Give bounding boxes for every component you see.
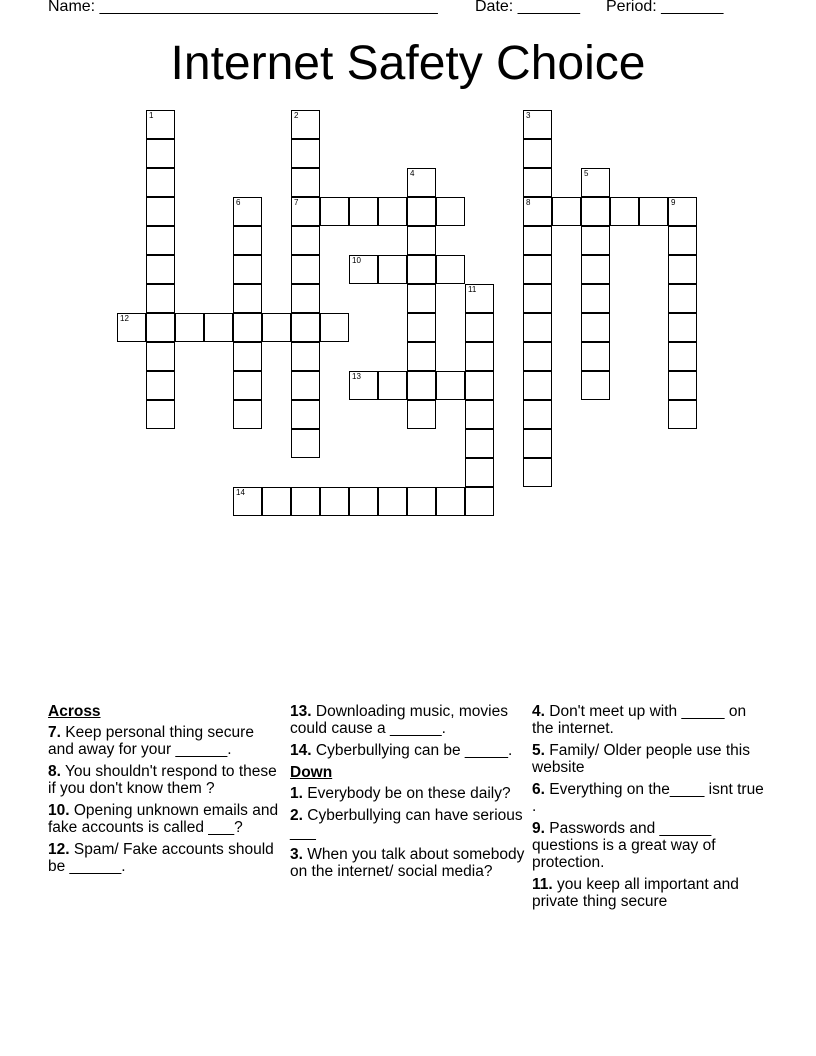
- crossword-cell[interactable]: [320, 487, 349, 516]
- crossword-cell[interactable]: [291, 429, 320, 458]
- crossword-cell[interactable]: [233, 371, 262, 400]
- crossword-cell[interactable]: [668, 371, 697, 400]
- clue-down-4: 4. Don't meet up with _____ on the internet.: [532, 703, 747, 737]
- crossword-cell[interactable]: [523, 429, 552, 458]
- crossword-cell[interactable]: [523, 284, 552, 313]
- cell-number: 14: [236, 488, 245, 497]
- crossword-cell[interactable]: [233, 342, 262, 371]
- name-blank[interactable]: ______________________________________: [99, 0, 438, 15]
- crossword-cell[interactable]: [349, 197, 378, 226]
- across-heading: Across: [48, 703, 101, 720]
- crossword-cell[interactable]: [407, 168, 436, 197]
- crossword-cell[interactable]: [291, 400, 320, 429]
- crossword-cell[interactable]: [465, 371, 494, 400]
- cell-number: 4: [410, 169, 415, 178]
- crossword-cell[interactable]: [581, 226, 610, 255]
- crossword-cell[interactable]: [233, 197, 262, 226]
- crossword-cell[interactable]: [523, 313, 552, 342]
- cell-number: 5: [584, 169, 589, 178]
- crossword-cell[interactable]: [349, 371, 378, 400]
- crossword-cell[interactable]: [146, 313, 175, 342]
- crossword-cell[interactable]: [146, 139, 175, 168]
- crossword-cell[interactable]: [523, 400, 552, 429]
- clues-column-2: [290, 703, 525, 885]
- crossword-cell[interactable]: [146, 284, 175, 313]
- crossword-cell[interactable]: [436, 255, 465, 284]
- cell-number: 9: [671, 198, 676, 207]
- crossword-cell[interactable]: [581, 197, 610, 226]
- crossword-cell[interactable]: [581, 168, 610, 197]
- crossword-cell[interactable]: [233, 255, 262, 284]
- crossword-cell[interactable]: [407, 487, 436, 516]
- name-label: Name:: [48, 0, 96, 15]
- crossword-cell[interactable]: [407, 342, 436, 371]
- crossword-cell[interactable]: [407, 255, 436, 284]
- crossword-cell[interactable]: [146, 197, 175, 226]
- crossword-cell[interactable]: [146, 168, 175, 197]
- crossword-cell[interactable]: [291, 110, 320, 139]
- crossword-cell[interactable]: [407, 226, 436, 255]
- crossword-cell[interactable]: [465, 342, 494, 371]
- crossword-cell[interactable]: [262, 487, 291, 516]
- crossword-cell[interactable]: [436, 371, 465, 400]
- crossword-cell[interactable]: [523, 197, 552, 226]
- crossword-cell[interactable]: [378, 197, 407, 226]
- clue-across-14: 14. Cyberbullying can be _____.: [290, 742, 513, 759]
- crossword-cell[interactable]: [233, 400, 262, 429]
- crossword-cell[interactable]: [291, 139, 320, 168]
- crossword-cell[interactable]: [407, 313, 436, 342]
- crossword-cell[interactable]: [233, 226, 262, 255]
- crossword-cell[interactable]: [291, 342, 320, 371]
- crossword-cell[interactable]: [581, 255, 610, 284]
- crossword-cell[interactable]: [523, 139, 552, 168]
- crossword-cell[interactable]: [552, 197, 581, 226]
- crossword-cell[interactable]: [146, 226, 175, 255]
- crossword-cell[interactable]: [668, 400, 697, 429]
- clue-across-7: 7. Keep personal thing secure and away for your ______.: [48, 724, 254, 758]
- crossword-cell[interactable]: [581, 284, 610, 313]
- crossword-cell[interactable]: [146, 400, 175, 429]
- crossword-cell[interactable]: [523, 110, 552, 139]
- cell-number: 8: [526, 198, 531, 207]
- crossword-cell[interactable]: [146, 371, 175, 400]
- clue-down-9: 9. Passwords and ______ questions is a great way of protection.: [532, 820, 716, 871]
- crossword-cell[interactable]: [581, 371, 610, 400]
- crossword-cell[interactable]: [436, 487, 465, 516]
- date-label: Date:: [475, 0, 514, 15]
- clue-across-8: 8. You shouldn't respond to these if you don't know them ?: [48, 763, 277, 797]
- crossword-cell[interactable]: [291, 371, 320, 400]
- crossword-cell[interactable]: [233, 284, 262, 313]
- crossword-cell[interactable]: [639, 197, 668, 226]
- clue-down-3: 3. When you talk about somebody on the internet/ social media?: [290, 846, 525, 880]
- crossword-cell[interactable]: [407, 371, 436, 400]
- crossword-cell[interactable]: [465, 487, 494, 516]
- crossword-cell[interactable]: [291, 255, 320, 284]
- crossword-cell[interactable]: [378, 255, 407, 284]
- crossword-cell[interactable]: [320, 197, 349, 226]
- crossword-cell[interactable]: [465, 429, 494, 458]
- crossword-cell[interactable]: [581, 313, 610, 342]
- clue-down-2: 2. Cyberbullying can have serious ___: [290, 807, 523, 841]
- clues-column-3: [532, 703, 767, 915]
- crossword-cell[interactable]: [291, 197, 320, 226]
- crossword-cell[interactable]: [523, 342, 552, 371]
- crossword-cell[interactable]: [523, 168, 552, 197]
- clue-across-13: 13. Downloading music, movies could cause a ______.: [290, 703, 508, 737]
- period-blank[interactable]: _______: [661, 0, 724, 15]
- crossword-cell[interactable]: [233, 487, 262, 516]
- crossword-cell[interactable]: [523, 458, 552, 487]
- clue-across-12: 12. Spam/ Fake accounts should be ______.: [48, 841, 274, 875]
- crossword-cell[interactable]: [291, 487, 320, 516]
- crossword-cell[interactable]: [668, 226, 697, 255]
- crossword-cell[interactable]: [349, 255, 378, 284]
- cell-number: 2: [294, 111, 299, 120]
- period-label: Period:: [606, 0, 657, 15]
- crossword-cell[interactable]: [610, 197, 639, 226]
- crossword-cell[interactable]: [291, 226, 320, 255]
- crossword-cell[interactable]: [204, 313, 233, 342]
- clue-down-5: 5. Family/ Older people use this website: [532, 742, 750, 776]
- crossword-cell[interactable]: [668, 342, 697, 371]
- cell-number: 7: [294, 198, 299, 207]
- crossword-cell[interactable]: [291, 284, 320, 313]
- crossword-cell[interactable]: [407, 284, 436, 313]
- clue-down-11: 11. you keep all important and private thing secure: [532, 876, 739, 910]
- down-heading: Down: [290, 764, 333, 781]
- crossword-cell[interactable]: [523, 255, 552, 284]
- crossword-cell[interactable]: [378, 371, 407, 400]
- crossword-cell[interactable]: [117, 313, 146, 342]
- crossword-cell[interactable]: [407, 197, 436, 226]
- crossword-cell[interactable]: [407, 400, 436, 429]
- crossword-cell[interactable]: [349, 487, 378, 516]
- crossword-cell[interactable]: [378, 487, 407, 516]
- cell-number: 10: [352, 256, 361, 265]
- crossword-cell[interactable]: [465, 458, 494, 487]
- cell-number: 12: [120, 314, 129, 323]
- clue-across-10: 10. Opening unknown emails and fake accounts is called ___?: [48, 802, 279, 836]
- date-blank[interactable]: _______: [517, 0, 580, 15]
- cell-number: 3: [526, 111, 531, 120]
- crossword-cell[interactable]: [523, 371, 552, 400]
- crossword-cell[interactable]: [668, 197, 697, 226]
- crossword-cell[interactable]: [233, 313, 262, 342]
- crossword-cell[interactable]: [291, 168, 320, 197]
- crossword-cell[interactable]: [581, 342, 610, 371]
- crossword-cell[interactable]: [668, 313, 697, 342]
- crossword-cell[interactable]: [668, 255, 697, 284]
- clue-down-6: 6. Everything on the____ isnt true .: [532, 781, 764, 815]
- cell-number: 1: [149, 111, 154, 120]
- clues-column-1: [48, 703, 283, 880]
- crossword-cell[interactable]: [465, 400, 494, 429]
- crossword-cell[interactable]: [175, 313, 204, 342]
- crossword-cell[interactable]: [436, 197, 465, 226]
- crossword-cell[interactable]: [465, 313, 494, 342]
- cell-number: 11: [468, 285, 477, 294]
- crossword-cell[interactable]: [262, 313, 291, 342]
- cell-number: 6: [236, 198, 241, 207]
- crossword-cell[interactable]: [465, 284, 494, 313]
- crossword-cell[interactable]: [146, 255, 175, 284]
- clue-down-1: 1. Everybody be on these daily?: [290, 785, 511, 802]
- crossword-cell[interactable]: [668, 284, 697, 313]
- crossword-cell[interactable]: [291, 313, 320, 342]
- crossword-cell[interactable]: [146, 342, 175, 371]
- crossword-cell[interactable]: [320, 313, 349, 342]
- crossword-cell[interactable]: [523, 226, 552, 255]
- crossword-cell[interactable]: [146, 110, 175, 139]
- page-title: Internet Safety Choice: [170, 37, 646, 90]
- cell-number: 13: [352, 372, 361, 381]
